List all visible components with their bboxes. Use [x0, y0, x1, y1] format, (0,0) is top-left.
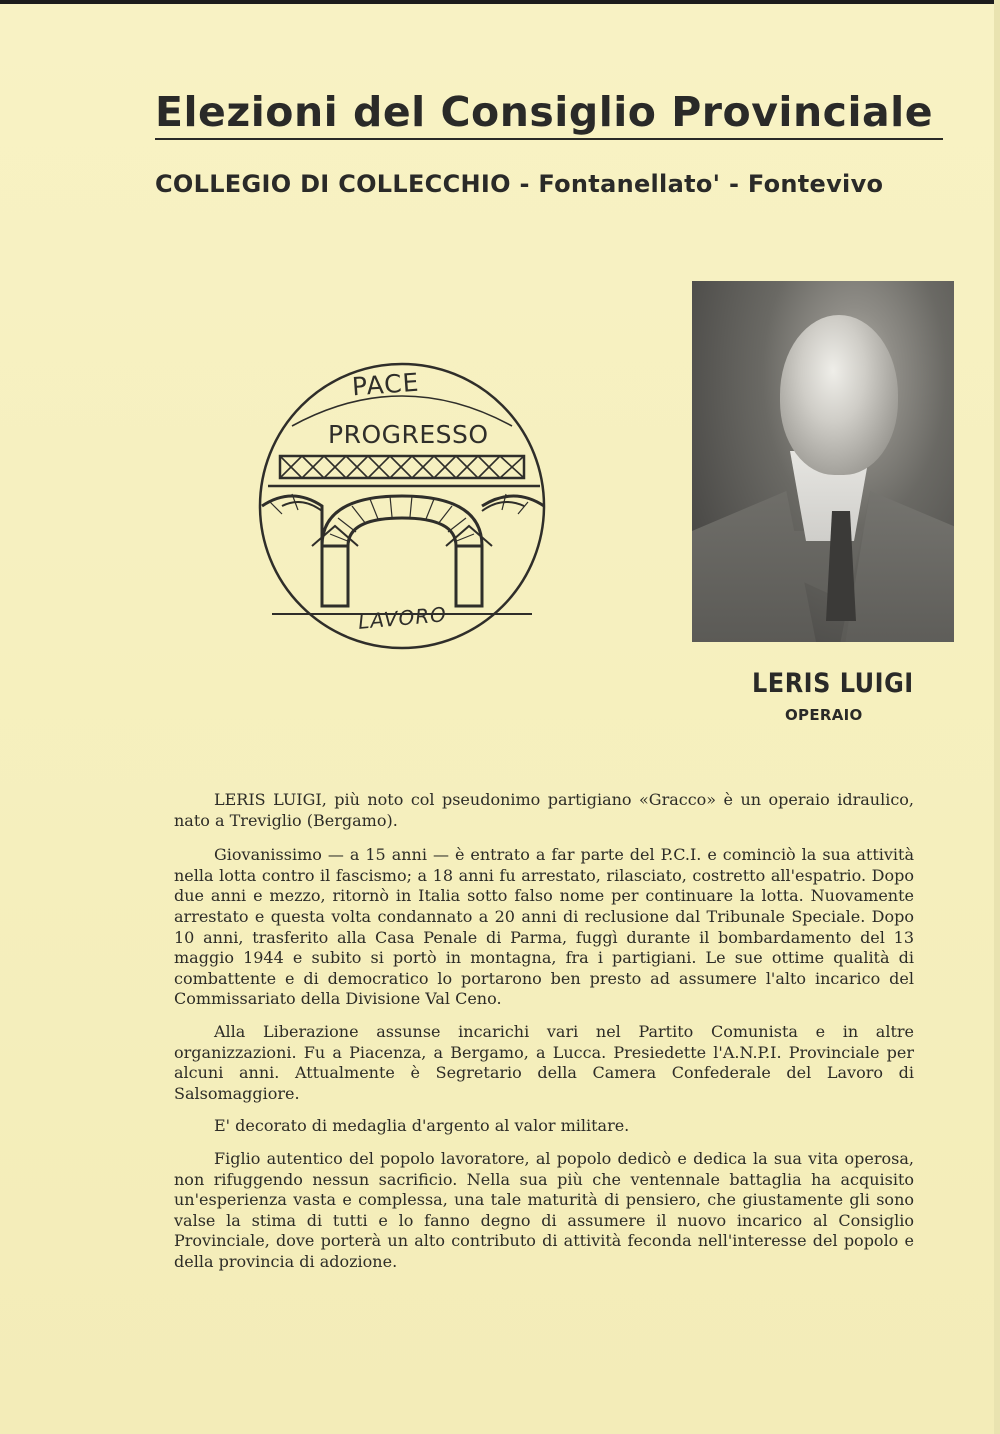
party-emblem: [252, 356, 552, 656]
bio-paragraph: Figlio autentico del popolo lavoratore, al popolo dedicò e dedica la sua vita operosa, non rifuggendo nessun sacrificio. Nella sua più che ventennale battaglia ha acquisito un'esperienza vasta e complessa, una tale maturità di pensiero, che giustamente gli sono valse la stima di tutti e lo fanno degno di assumere il nuovo incarico al Consiglio Provinciale, dove porterà un alto contributo di attività feconda nell'interesse del popolo e della provincia di adozione.: [174, 1148, 914, 1271]
side-edge: [994, 0, 1000, 1434]
bio-paragraph: E' decorato di medaglia d'argento al valor militare.: [214, 1116, 630, 1136]
candidate-portrait: [692, 281, 954, 642]
top-edge: [0, 0, 1000, 4]
candidate-occupation: OPERAIO: [785, 706, 863, 724]
emblem-word-lavoro: LAVORO: [357, 602, 448, 634]
constituency-subtitle: COLLEGIO DI COLLECCHIO - Fontanellato' - Fontevivo: [155, 170, 884, 198]
biography-text: [174, 790, 914, 1284]
emblem-word-progresso: PROGRESSO: [328, 420, 489, 449]
page-title: Elezioni del Consiglio Provinciale: [155, 88, 934, 136]
bio-paragraph: Alla Liberazione assunse incarichi vari nel Partito Comunista e in altre organizzazioni. Fu a Piacenza, a Bergamo, a Lucca. Presiedette l'A.N.P.I. Provinciale per alcuni anni. Attualmente è Segretario della Camera Confederale del Lavoro di Salsomaggiore.: [174, 1021, 914, 1103]
title-underline: [155, 138, 943, 140]
bio-paragraph: Giovanissimo — a 15 anni — è entrato a far parte del P.C.I. e cominciò la sua attività nella lotta contro il fascismo; a 18 anni fu arrestato, rilasciato, costretto all'espatrio. Dopo due anni e mezzo, ritornò in Italia sotto falso nome per continuare la lotta. Nuovamente arrestato e questa volta condannato a 20 anni di reclusione dal Tribunale Speciale. Dopo 10 anni, trasferito alla Casa Penale di Parma, fuggì durante il bombardamento del 13 maggio 1944 e subito si portò in montagna, fra i partigiani. Le sue ottime qualità di combattente e di democratico lo portarono ben presto ad assumere l'alto incarico del Commissariato della Divisione Val Ceno.: [174, 845, 914, 1009]
bio-paragraph: LERIS LUIGI, più noto col pseudonimo partigiano «Gracco» è un operaio idraulico, nato a Treviglio (Bergamo).: [174, 790, 914, 830]
portrait-head: [780, 315, 898, 475]
emblem-word-pace: PACE: [351, 367, 421, 402]
candidate-name: LERIS LUIGI: [752, 668, 914, 699]
